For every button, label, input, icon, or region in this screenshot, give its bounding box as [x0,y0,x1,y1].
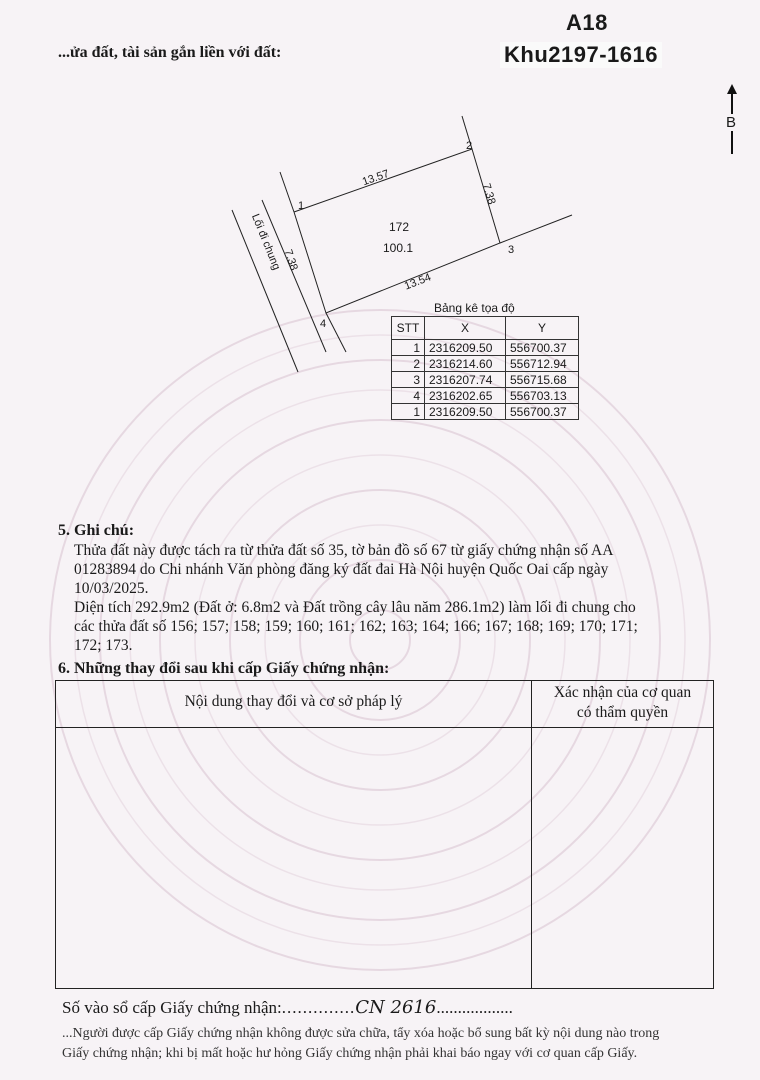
table-row [392,388,579,404]
fine-print-2: Giấy chứng nhận; khi bị mất hoặc hư hỏng Giấy chứng nhận phải khai báo ngay với cơ quan cấp Giấy. [62,1046,638,1061]
changes-col-right-line1: Xác nhận của cơ quan [553,684,692,701]
coord-header-y: Y [506,317,579,340]
table-row [392,372,579,388]
cell-stt: 3 [392,372,425,388]
edge-bottom-length: 13.54 [402,271,433,293]
edge-left-length: 7.38 [281,247,300,273]
notes-line: 172; 173. [74,637,133,654]
edge-top-length: 13.57 [360,167,391,189]
point-4: 4 [320,318,327,330]
coord-table-title: Bảng kê tọa độ [434,301,515,315]
parcel-number: 172 [389,220,410,234]
coord-header-x: X [425,317,506,340]
coord-table [391,316,579,420]
parcel-area: 100.1 [383,241,414,255]
cell-y: 556700.37 [506,340,579,356]
notes-line: 01283894 do Chi nhánh Văn phòng đăng ký đất đai Hà Nội huyện Quốc Oai cấp ngày [74,561,609,578]
north-label: B [726,114,737,131]
table-row [392,356,579,372]
notes-body [74,541,714,655]
stamp-code: A18 [566,10,608,35]
notes-line: các thửa đất số 156; 157; 158; 159; 160; 161; 162; 163; 164; 166; 167; 168; 169; 170; 171; [74,618,638,635]
table-row [392,340,579,356]
notes-line: 10/03/2025. [74,580,149,597]
cell-x: 2316202.65 [425,388,506,404]
cell-y: 556715.68 [506,372,579,388]
cell-y: 556700.37 [506,404,579,420]
register-value: CN 2616 [355,997,437,1018]
cell-x: 2316209.50 [425,404,506,420]
section-title-cut: ...ửa đất, tài sản gắn liền với đất: [58,44,282,61]
plot-sketch [0,0,760,520]
point-1: 1 [298,200,305,212]
changes-table [55,680,714,989]
coord-header-stt: STT [392,317,425,340]
changes-header-divider [56,727,713,728]
cell-y: 556712.94 [506,356,579,372]
cell-x: 2316214.60 [425,356,506,372]
notes-line: Diện tích 292.9m2 (Đất ở: 6.8m2 và Đất trồng cây lâu năm 286.1m2) làm lối đi chung cho [74,599,636,616]
cell-y: 556703.13 [506,388,579,404]
register-label: Số vào sổ cấp Giấy chứng nhận: [62,998,282,1017]
changes-heading: 6. Những thay đổi sau khi cấp Giấy chứng nhận: [58,660,390,677]
register-row [62,997,513,1018]
point-2: 2 [466,140,473,152]
cell-x: 2316207.74 [425,372,506,388]
point-3: 3 [508,244,515,256]
cell-stt: 1 [392,404,425,420]
stamp-area: Khu2197-1616 [500,42,662,68]
cell-stt: 2 [392,356,425,372]
cell-stt: 4 [392,388,425,404]
changes-col-right-line2: có thẩm quyền [576,704,669,721]
notes-heading: 5. Ghi chú: [58,522,135,539]
changes-col-left: Nội dung thay đổi và cơ sở pháp lý [184,693,403,710]
cell-stt: 1 [392,340,425,356]
shared-path-label: Lối đi chung [248,212,283,272]
fine-print-1: ...Người được cấp Giấy chứng nhận không được sửa chữa, tẩy xóa hoặc bổ sung bất kỳ nội dung nào trong [62,1026,660,1041]
edge-right-length: 7.38 [479,182,498,206]
register-dots: .............. [281,998,356,1017]
changes-col-right [532,683,713,723]
register-dots-end: .................. [436,998,513,1017]
changes-column-divider [531,681,532,988]
notes-line: Thửa đất này được tách ra từ thửa đất số 35, tờ bản đồ số 67 từ giấy chứng nhận số AA [74,542,614,559]
table-row [392,404,579,420]
cell-x: 2316209.50 [425,340,506,356]
